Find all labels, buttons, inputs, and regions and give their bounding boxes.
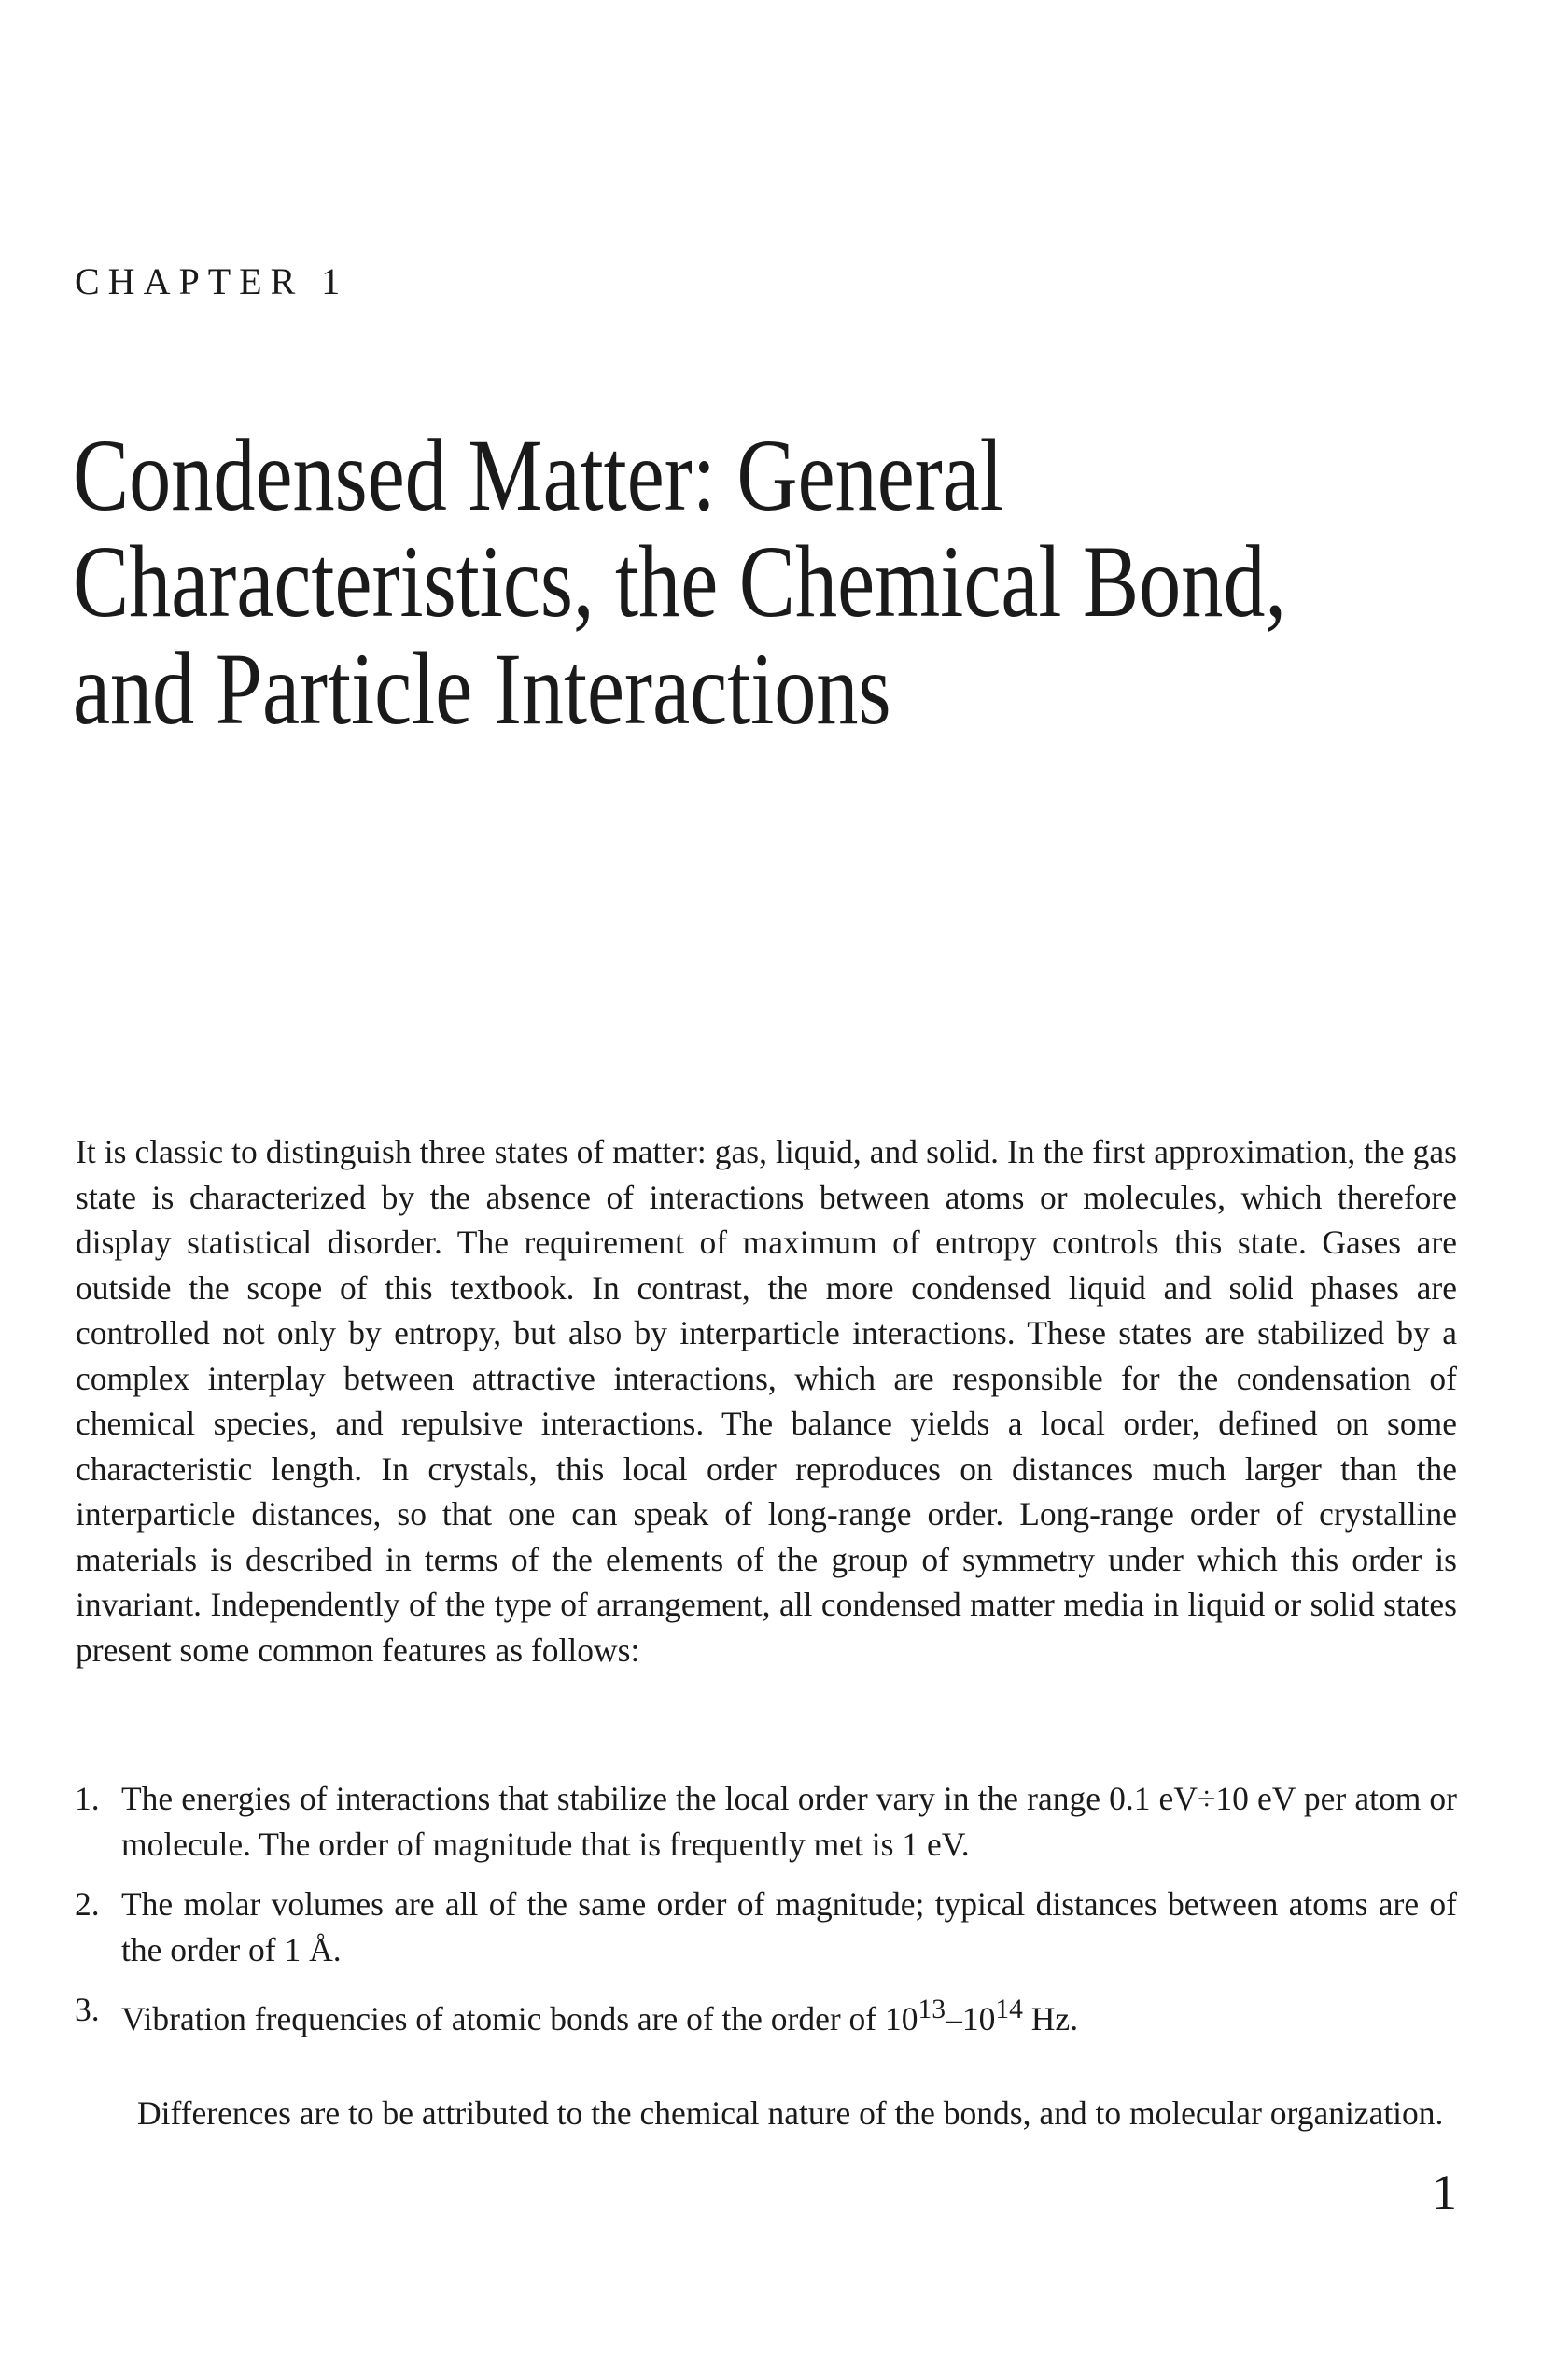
chapter-title-line: Condensed Matter: General <box>73 418 1003 532</box>
list-item-text-part: Hz. <box>1022 1999 1079 2037</box>
page-number: 1 <box>1432 2164 1457 2220</box>
list-item-text-part: –10 <box>946 1999 996 2037</box>
list-item <box>75 1776 1457 1867</box>
list-item-text-part: Vibration frequencies of atomic bonds are of the order of 10 <box>121 1999 918 2037</box>
list-item-text: The energies of interactions that stabilize the local order vary in the range 0.1 eV÷10 eV per atom or molecule. The order of magnitude that is frequently met is 1 eV. <box>121 1780 1457 1863</box>
list-item <box>75 1882 1457 1972</box>
superscript-exponent: 14 <box>995 1995 1023 2024</box>
chapter-title-line: Characteristics, the Chemical Bond, <box>73 525 1287 639</box>
list-item-text <box>121 1995 1079 2037</box>
feature-list <box>75 1776 1457 2056</box>
chapter-title <box>73 418 1287 746</box>
list-item-number: 2. <box>75 1885 100 1923</box>
chapter-label: CHAPTER 1 <box>75 260 349 302</box>
list-item <box>75 1987 1457 2041</box>
list-item-text: The molar volumes are all of the same order of magnitude; typical distances between atoms are of the order of 1 Å. <box>121 1885 1457 1968</box>
closing-paragraph: Differences are to be attributed to the chemical nature of the bonds, and to molecular organization. <box>137 2094 1444 2132</box>
list-item-number: 3. <box>75 1991 100 2028</box>
list-item-number: 1. <box>75 1780 100 1817</box>
superscript-exponent: 13 <box>918 1995 946 2024</box>
intro-paragraph: It is classic to distinguish three states of matter: gas, liquid, and solid. In the first approximation, the gas state is characterized by the absence of interactions between atoms or molecules, which therefore display statistical disorder. The requirement of maximum of entropy controls this state. Gases are outside the scope of this textbook. In contrast, the more condensed liquid and solid phases are controlled not only by entropy, but also by interparticle interactions. These states are stabilized by a complex interplay between attractive interactions, which are responsible for the condensation of chemical species, and repulsive interactions. The balance yields a local order, defined on some characteristic length. In crystals, this local order reproduces on distances much larger than the interparticle distances, so that one can speak of long-range order. Long-range order of crystalline materials is described in terms of the elements of the group of symmetry under which this order is invariant. Independently of the type of arrangement, all condensed matter media in liquid or solid states present some common features as follows: <box>76 1133 1457 1669</box>
chapter-title-line: and Particle Interactions <box>73 631 891 746</box>
